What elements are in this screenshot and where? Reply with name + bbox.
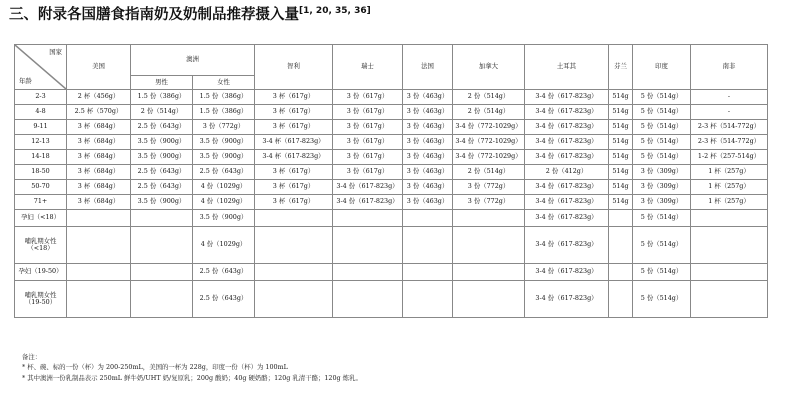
- value-cell: 3 份（463g）: [403, 120, 453, 135]
- value-cell: 5 份（514g）: [633, 150, 691, 165]
- value-cell: 3 份（463g）: [403, 90, 453, 105]
- value-cell: 2 份（514g）: [453, 105, 525, 120]
- group-label-line2: （19-50）: [24, 298, 57, 306]
- value-cell: 3-4 份（617-823g）: [525, 281, 609, 318]
- value-cell: 3 份（772g）: [453, 180, 525, 195]
- value-cell: 3 份（617g）: [333, 165, 403, 180]
- value-cell: 3 杯（617g）: [255, 90, 333, 105]
- value-cell: 1.5 份（386g）: [193, 105, 255, 120]
- value-cell: 2 份（514g）: [453, 90, 525, 105]
- value-cell: 2.5 份（643g）: [131, 165, 193, 180]
- empty-cell: [131, 264, 193, 281]
- age-cell: 18-50: [15, 165, 67, 180]
- value-cell: 3 杯（617g）: [255, 165, 333, 180]
- dairy-intake-table: [14, 44, 768, 318]
- value-cell: 5 份（514g）: [633, 90, 691, 105]
- country-header-fr: 法国: [403, 45, 453, 90]
- empty-cell: [131, 281, 193, 318]
- value-cell: 1.5 份（386g）: [131, 90, 193, 105]
- note-line-2: * 其中澳洲一份乳制品表示 250mL 鲜牛奶/UHT 奶/复原乳；200g 酸奶；40g 硬奶酪；120g 乳清干酪；120g 炼乳。: [22, 373, 362, 382]
- country-header-us: 美国: [67, 45, 131, 90]
- table-row-special: [15, 281, 768, 318]
- value-cell: 3 杯（617g）: [255, 105, 333, 120]
- value-cell: 3-4 份（772-1029g）: [453, 120, 525, 135]
- table-row-special: [15, 210, 768, 227]
- value-cell: 3.5 份（900g）: [131, 150, 193, 165]
- empty-cell: [453, 281, 525, 318]
- value-cell: 5 份（514g）: [633, 120, 691, 135]
- table-row-special: [15, 227, 768, 264]
- table-row: [15, 195, 768, 210]
- table-body: [15, 90, 768, 318]
- value-cell: 3 杯（684g）: [67, 180, 131, 195]
- heading-title: 三、附录各国膳食指南奶及奶制品推荐摄入量: [9, 7, 299, 23]
- table-row: [15, 105, 768, 120]
- group-cell: [15, 227, 67, 264]
- corner-age-label: 年龄: [19, 76, 32, 85]
- corner-country-label: 国家: [49, 48, 62, 56]
- value-cell: 3 杯（684g）: [67, 150, 131, 165]
- value-cell: 3-4 份（617-823g）: [525, 227, 609, 264]
- value-cell: 3-4 份（617-823g）: [525, 195, 609, 210]
- value-cell: 3.5 份（900g）: [193, 210, 255, 227]
- note-line-1: * 杯、碗、标的一份（杯）为 200-250mL，美国的一杯为 228g，印度一份（杯）为 100mL: [22, 363, 288, 372]
- table-row: [15, 165, 768, 180]
- value-cell: 5 份（514g）: [633, 210, 691, 227]
- empty-cell: [67, 210, 131, 227]
- value-cell: 3 杯（684g）: [67, 195, 131, 210]
- empty-cell: [255, 227, 333, 264]
- value-cell: 3.5 份（900g）: [131, 135, 193, 150]
- empty-cell: [131, 210, 193, 227]
- empty-cell: [403, 210, 453, 227]
- empty-cell: [403, 281, 453, 318]
- value-cell: 2.5 份（643g）: [131, 180, 193, 195]
- value-cell: 3-4 份（617-823g）: [525, 105, 609, 120]
- value-cell: 3-4 份（772-1029g）: [453, 135, 525, 150]
- value-cell: 3 份（617g）: [333, 90, 403, 105]
- value-cell: 3-4 份（617-823g）: [525, 90, 609, 105]
- group-cell: 孕妇（<18）: [15, 210, 67, 227]
- value-cell: 3-4 份（617-823g）: [525, 135, 609, 150]
- value-cell: -: [691, 90, 768, 105]
- empty-cell: [255, 264, 333, 281]
- notes-title: 备注：: [22, 353, 42, 361]
- empty-cell: [67, 227, 131, 264]
- table-row: [15, 180, 768, 195]
- empty-cell: [453, 264, 525, 281]
- age-cell: 2-3: [15, 90, 67, 105]
- value-cell: 3 份（617g）: [333, 135, 403, 150]
- value-cell: 3 杯（617g）: [255, 120, 333, 135]
- value-cell: 2 份（514g）: [453, 165, 525, 180]
- group-label-line1: 哺乳期女性: [24, 290, 57, 299]
- empty-cell: [453, 227, 525, 264]
- empty-cell: [691, 281, 768, 318]
- value-cell: 3-4 杯（617-823g）: [255, 135, 333, 150]
- country-header-ch: 瑞士: [333, 45, 403, 90]
- value-cell: 1-2 杯（257-514g）: [691, 150, 768, 165]
- value-cell: 2 份（412g）: [525, 165, 609, 180]
- value-cell: 3.5 份（900g）: [131, 195, 193, 210]
- group-cell: 孕妇（19-50）: [15, 264, 67, 281]
- empty-cell: [333, 264, 403, 281]
- value-cell: 3 份（309g）: [633, 165, 691, 180]
- table-row: [15, 135, 768, 150]
- empty-cell: [131, 227, 193, 264]
- value-cell: 3 杯（684g）: [67, 135, 131, 150]
- value-cell: 514g: [609, 150, 633, 165]
- table-row-special: [15, 264, 768, 281]
- group-cell: [15, 281, 67, 318]
- value-cell: 4 份（1029g）: [193, 195, 255, 210]
- value-cell: 3 杯（684g）: [67, 165, 131, 180]
- value-cell: 3-4 份（772-1029g）: [453, 150, 525, 165]
- country-header-in: 印度: [633, 45, 691, 90]
- value-cell: 5 份（514g）: [633, 105, 691, 120]
- subheader-female: 女性: [193, 76, 255, 90]
- value-cell: 5 份（514g）: [633, 135, 691, 150]
- value-cell: 3-4 份（617-823g）: [525, 180, 609, 195]
- age-cell: 71+: [15, 195, 67, 210]
- value-cell: 3-4 份（617-823g）: [333, 180, 403, 195]
- value-cell: 3 份（772g）: [193, 120, 255, 135]
- value-cell: 3 份（463g）: [403, 195, 453, 210]
- value-cell: 1 杯（257g）: [691, 165, 768, 180]
- empty-cell: [403, 264, 453, 281]
- age-cell: 9-11: [15, 120, 67, 135]
- value-cell: 3-4 份（617-823g）: [333, 195, 403, 210]
- value-cell: 3 份（617g）: [333, 105, 403, 120]
- value-cell: 3 杯（617g）: [255, 180, 333, 195]
- age-cell: 12-13: [15, 135, 67, 150]
- value-cell: 3 份（309g）: [633, 195, 691, 210]
- country-header-ca: 加拿大: [453, 45, 525, 90]
- value-cell: 514g: [609, 165, 633, 180]
- value-cell: 3 份（463g）: [403, 105, 453, 120]
- value-cell: 514g: [609, 120, 633, 135]
- value-cell: 2-3 杯（514-772g）: [691, 120, 768, 135]
- empty-cell: [67, 264, 131, 281]
- empty-cell: [609, 210, 633, 227]
- value-cell: 3 份（617g）: [333, 150, 403, 165]
- empty-cell: [67, 281, 131, 318]
- value-cell: 3-4 份（617-823g）: [525, 150, 609, 165]
- value-cell: 514g: [609, 90, 633, 105]
- empty-cell: [333, 210, 403, 227]
- value-cell: 3.5 份（900g）: [193, 150, 255, 165]
- page-heading: [9, 3, 371, 24]
- value-cell: 3 份（617g）: [333, 120, 403, 135]
- value-cell: -: [691, 105, 768, 120]
- value-cell: 2.5 份（643g）: [131, 120, 193, 135]
- value-cell: 514g: [609, 135, 633, 150]
- empty-cell: [403, 227, 453, 264]
- value-cell: 3 份（772g）: [453, 195, 525, 210]
- value-cell: 514g: [609, 180, 633, 195]
- empty-cell: [691, 210, 768, 227]
- value-cell: 4 份（1029g）: [193, 180, 255, 195]
- table-row: [15, 90, 768, 105]
- table-row: [15, 150, 768, 165]
- value-cell: 3 份（309g）: [633, 180, 691, 195]
- empty-cell: [333, 227, 403, 264]
- value-cell: 3-4 份（617-823g）: [525, 264, 609, 281]
- country-header-tr: 土耳其: [525, 45, 609, 90]
- country-header-fi: 芬兰: [609, 45, 633, 90]
- age-cell: 4-8: [15, 105, 67, 120]
- value-cell: 4 份（1029g）: [193, 227, 255, 264]
- value-cell: 3 份（463g）: [403, 150, 453, 165]
- group-label-line2: （<18）: [27, 244, 54, 252]
- country-header-cl: 智利: [255, 45, 333, 90]
- empty-cell: [609, 264, 633, 281]
- group-label-line1: 哺乳期女性: [24, 236, 57, 245]
- corner-header: [15, 45, 67, 90]
- value-cell: 3 杯（617g）: [255, 195, 333, 210]
- value-cell: 2.5 份（643g）: [193, 264, 255, 281]
- value-cell: 2 杯（456g）: [67, 90, 131, 105]
- heading-refs: [1, 20, 35, 36]: [299, 6, 371, 17]
- value-cell: 2.5 份（643g）: [193, 281, 255, 318]
- age-cell: 14-18: [15, 150, 67, 165]
- country-header-au: 澳洲: [131, 45, 255, 76]
- value-cell: 3 份（463g）: [403, 180, 453, 195]
- value-cell: 3-4 杯（617-823g）: [255, 150, 333, 165]
- table-row: [15, 120, 768, 135]
- value-cell: 2 份（514g）: [131, 105, 193, 120]
- value-cell: 3-4 份（617-823g）: [525, 120, 609, 135]
- value-cell: 3 杯（684g）: [67, 120, 131, 135]
- value-cell: 514g: [609, 105, 633, 120]
- value-cell: 2-3 杯（514-772g）: [691, 135, 768, 150]
- value-cell: 3.5 份（900g）: [193, 135, 255, 150]
- empty-cell: [609, 281, 633, 318]
- empty-cell: [691, 264, 768, 281]
- empty-cell: [691, 227, 768, 264]
- empty-cell: [609, 227, 633, 264]
- value-cell: 514g: [609, 195, 633, 210]
- notes-section: [22, 352, 362, 383]
- country-header-za: 南非: [691, 45, 768, 90]
- empty-cell: [333, 281, 403, 318]
- value-cell: 5 份（514g）: [633, 281, 691, 318]
- value-cell: 3-4 份（617-823g）: [525, 210, 609, 227]
- value-cell: 5 份（514g）: [633, 264, 691, 281]
- value-cell: 2.5 份（643g）: [193, 165, 255, 180]
- value-cell: 1.5 份（386g）: [193, 90, 255, 105]
- value-cell: 1 杯（257g）: [691, 180, 768, 195]
- value-cell: 2.5 杯（570g）: [67, 105, 131, 120]
- empty-cell: [453, 210, 525, 227]
- value-cell: 3 份（463g）: [403, 165, 453, 180]
- value-cell: 5 份（514g）: [633, 227, 691, 264]
- empty-cell: [255, 210, 333, 227]
- subheader-male: 男性: [131, 76, 193, 90]
- value-cell: 3 份（463g）: [403, 135, 453, 150]
- value-cell: 1 杯（257g）: [691, 195, 768, 210]
- empty-cell: [255, 281, 333, 318]
- age-cell: 50-70: [15, 180, 67, 195]
